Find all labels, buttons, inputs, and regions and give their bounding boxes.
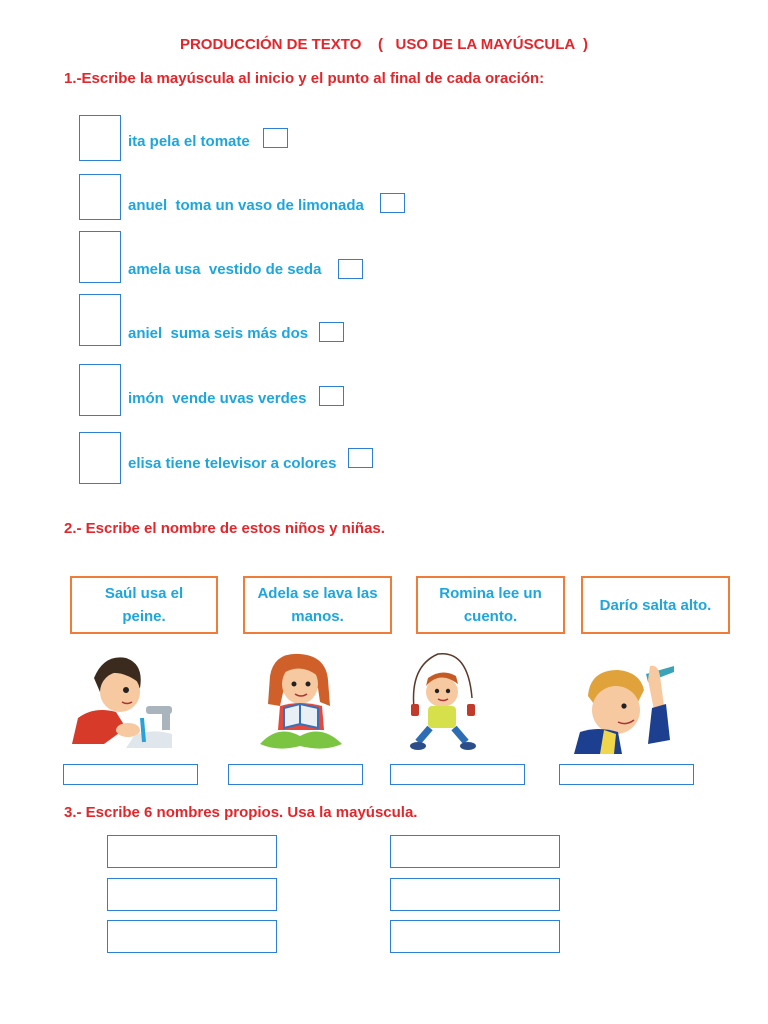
period-box[interactable] bbox=[338, 259, 363, 279]
capital-letter-box[interactable] bbox=[79, 115, 121, 161]
capital-letter-box[interactable] bbox=[79, 174, 121, 220]
child-name-answer-box[interactable] bbox=[559, 764, 694, 785]
sentence-text: anuel toma un vaso de limonada bbox=[128, 197, 364, 214]
girl-reading-book-icon bbox=[248, 648, 354, 756]
sentence-card: Saúl usa el peine. bbox=[70, 576, 218, 634]
period-box[interactable] bbox=[319, 322, 344, 342]
sentence-text: elisa tiene televisor a colores bbox=[128, 455, 337, 472]
capital-letter-box[interactable] bbox=[79, 432, 121, 484]
sentence-card: Darío salta alto. bbox=[581, 576, 730, 634]
child-name-answer-box[interactable] bbox=[63, 764, 198, 785]
period-box[interactable] bbox=[380, 193, 405, 213]
period-box[interactable] bbox=[319, 386, 344, 406]
proper-name-box[interactable] bbox=[107, 835, 277, 868]
sentence-card: Adela se lava las manos. bbox=[243, 576, 392, 634]
proper-name-box[interactable] bbox=[390, 835, 560, 868]
proper-name-box[interactable] bbox=[390, 878, 560, 911]
period-box[interactable] bbox=[263, 128, 288, 148]
girl-washing-hands-icon bbox=[64, 648, 180, 754]
capital-letter-box[interactable] bbox=[79, 364, 121, 416]
sentence-text: imón vende uvas verdes bbox=[128, 390, 307, 407]
sentence-text: ita pela el tomate bbox=[128, 133, 250, 150]
sentence-text: amela usa vestido de seda bbox=[128, 261, 322, 278]
section1-heading: 1.-Escribe la mayúscula al inicio y el punto al final de cada oración: bbox=[64, 70, 545, 87]
sentence-card: Romina lee un cuento. bbox=[416, 576, 565, 634]
proper-name-box[interactable] bbox=[107, 920, 277, 953]
capital-letter-box[interactable] bbox=[79, 294, 121, 346]
proper-name-box[interactable] bbox=[107, 878, 277, 911]
boy-jumping-rope-icon bbox=[406, 646, 480, 756]
capital-letter-box[interactable] bbox=[79, 231, 121, 283]
period-box[interactable] bbox=[348, 448, 373, 468]
proper-name-box[interactable] bbox=[390, 920, 560, 953]
sentence-text: aniel suma seis más dos bbox=[128, 325, 309, 342]
boy-combing-hair-icon bbox=[574, 662, 680, 754]
section2-heading: 2.- Escribe el nombre de estos niños y niñas. bbox=[64, 520, 385, 537]
page-title: PRODUCCIÓN DE TEXTO ( USO DE LA MAYÚSCULA ) bbox=[179, 36, 589, 53]
section3-heading: 3.- Escribe 6 nombres propios. Usa la mayúscula. bbox=[64, 804, 418, 821]
child-name-answer-box[interactable] bbox=[390, 764, 525, 785]
child-name-answer-box[interactable] bbox=[228, 764, 363, 785]
